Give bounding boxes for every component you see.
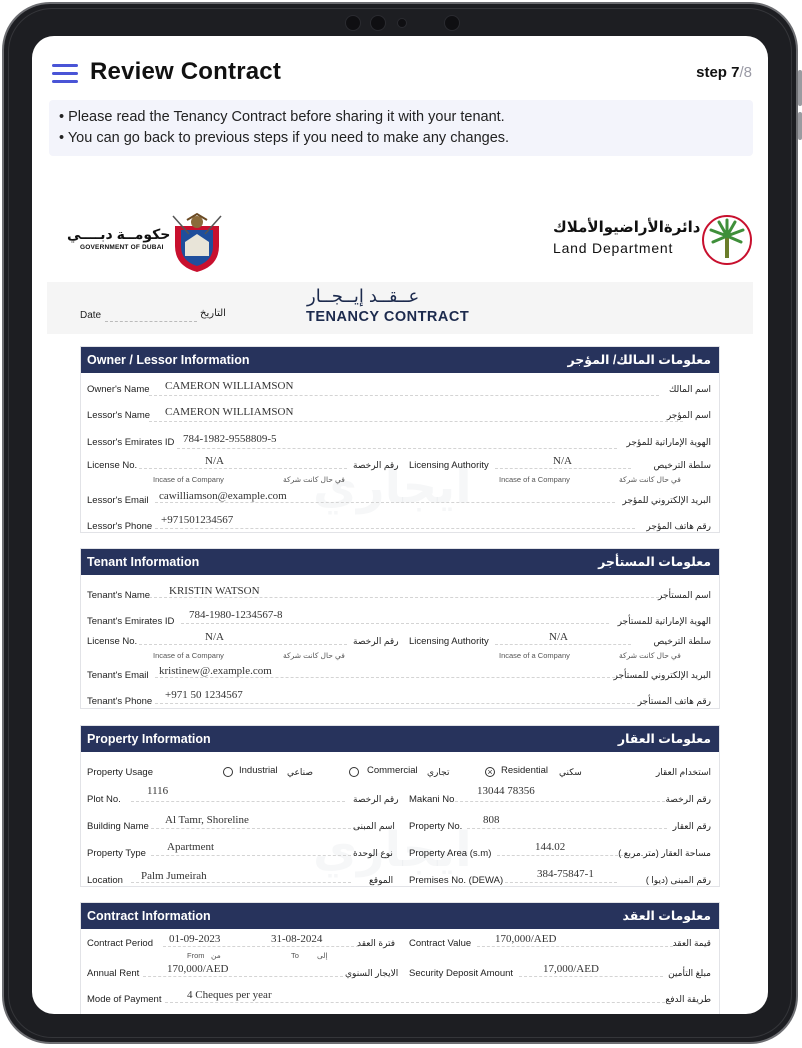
date-field <box>105 321 197 322</box>
field-row: Tenant's Name KRISTIN WATSON اسم المستأجر <box>87 585 711 601</box>
field-row: Tenant's Phone +971 50 1234567 رقم هاتف المستأجر <box>87 689 711 707</box>
government-logo: حكومــة دبــــي GOVERNMENT OF DUBAI <box>47 212 197 272</box>
sensor-dot <box>345 15 361 31</box>
field-row: Lessor's Email cawilliamson@example.com البريد الإلكتروني للمؤجر <box>87 490 711 506</box>
logo-row <box>47 204 753 278</box>
menu-icon[interactable] <box>52 64 78 84</box>
header <box>32 36 768 98</box>
contract-title: TENANCY CONTRACT <box>306 309 470 325</box>
radio-commercial[interactable] <box>349 767 359 777</box>
power-button <box>798 70 802 106</box>
field-row: Owner's Name CAMERON WILLIAMSON اسم المالك <box>87 380 711 395</box>
contract-section <box>80 902 720 1014</box>
screen <box>32 36 768 1014</box>
field-row: License No. N/A رقم الرخصة Incase of a Company في حال كانت شركة Licensing Authority N/A سلطة الترخيص Incase of a Company في حال كانت شركة <box>87 631 711 660</box>
radio-residential-checked[interactable]: × <box>485 767 495 777</box>
section-header: Contract Information معلومات العقد <box>81 903 719 929</box>
field-row: Lessor's Name CAMERON WILLIAMSON اسم المؤجر <box>87 406 711 421</box>
contract-title-ar: عــقــد إيــجــار <box>307 286 420 306</box>
date-label-ar: التاريخ <box>200 308 226 319</box>
step-indicator: step 7/8 <box>696 64 752 81</box>
page-title: Review Contract <box>90 58 282 85</box>
camera-lens <box>370 15 386 31</box>
property-section <box>80 725 720 887</box>
field-row: Tenant's Email kristinew@.example.com البريد الإلكتروني للمستأجر <box>87 665 711 681</box>
notice-line: • Please read the Tenancy Contract before sharing it with your tenant. <box>59 109 505 125</box>
notice-line: • You can go back to previous steps if you need to make any changes. <box>59 130 510 146</box>
field-row: Plot No. 1116 رقم الرخصة Makani No. 13044 78356 رقم الرخصة <box>87 785 711 805</box>
land-department-logo: دائرةالأراضيوالأملاك Land Department <box>553 214 753 270</box>
section-header: Property Information معلومات العقار <box>81 726 719 752</box>
sensor-dot <box>397 18 407 28</box>
contract-title-bar <box>47 282 753 334</box>
field-row: Lessor's Emirates ID 784-1982-9558809-5 الهوية الإماراتية للمؤجر <box>87 433 711 448</box>
section-header: Owner / Lessor Information معلومات المالك/ المؤجر <box>81 347 719 373</box>
field-row: License No. N/A رقم الرخصة Incase of a Company في حال كانت شركة Licensing Authority N/A سلطة الترخيص Incase of a Company في حال كانت شركة <box>87 455 711 484</box>
notice-box <box>49 100 753 156</box>
volume-button <box>798 112 802 140</box>
field-row: Property Type Apartment نوع الوحدة Property Area (s.m) 144.02 مساحة العقار (متر.مربع ) <box>87 841 711 859</box>
field-row: Contract Period 01-09-2023 31-08-2024 فترة العقد From من To إلى Contract Value 170,000/AED قيمة العقد <box>87 933 711 960</box>
contract-document <box>47 166 753 1014</box>
field-row: Mode of Payment 4 Cheques per year طريقة الدفع <box>87 989 711 1005</box>
dubai-crest-icon <box>169 212 225 274</box>
radio-industrial[interactable] <box>223 767 233 777</box>
field-row: Lessor's Phone +971501234567 رقم هاتف المؤجر <box>87 514 711 532</box>
field-row: Annual Rent 170,000/AED الايجار السنوي Security Deposit Amount 17,000/AED مبلغ التأمين <box>87 963 711 979</box>
field-row: Location Palm Jumeirah الموقع Premises No. (DEWA) 384-75847-1 رقم المبنى (ديوا ) <box>87 868 711 886</box>
tenant-section <box>80 548 720 709</box>
sensor-dot <box>444 15 460 31</box>
field-row: Building Name Al Tamr, Shoreline اسم المبنى Property No. 808 رقم العقار <box>87 814 711 832</box>
field-row: Tenant's Emirates ID 784-1980-1234567-8 الهوية الإماراتية للمستأجر <box>87 609 711 627</box>
field-row: Property Usage Industrial صناعي Commercial تجاري × Residential سكني استخدام العقار <box>87 765 711 778</box>
owner-section <box>80 346 720 533</box>
palm-tree-icon <box>701 214 753 266</box>
section-header: Tenant Information معلومات المستأجر <box>81 549 719 575</box>
date-label: Date <box>80 310 102 321</box>
